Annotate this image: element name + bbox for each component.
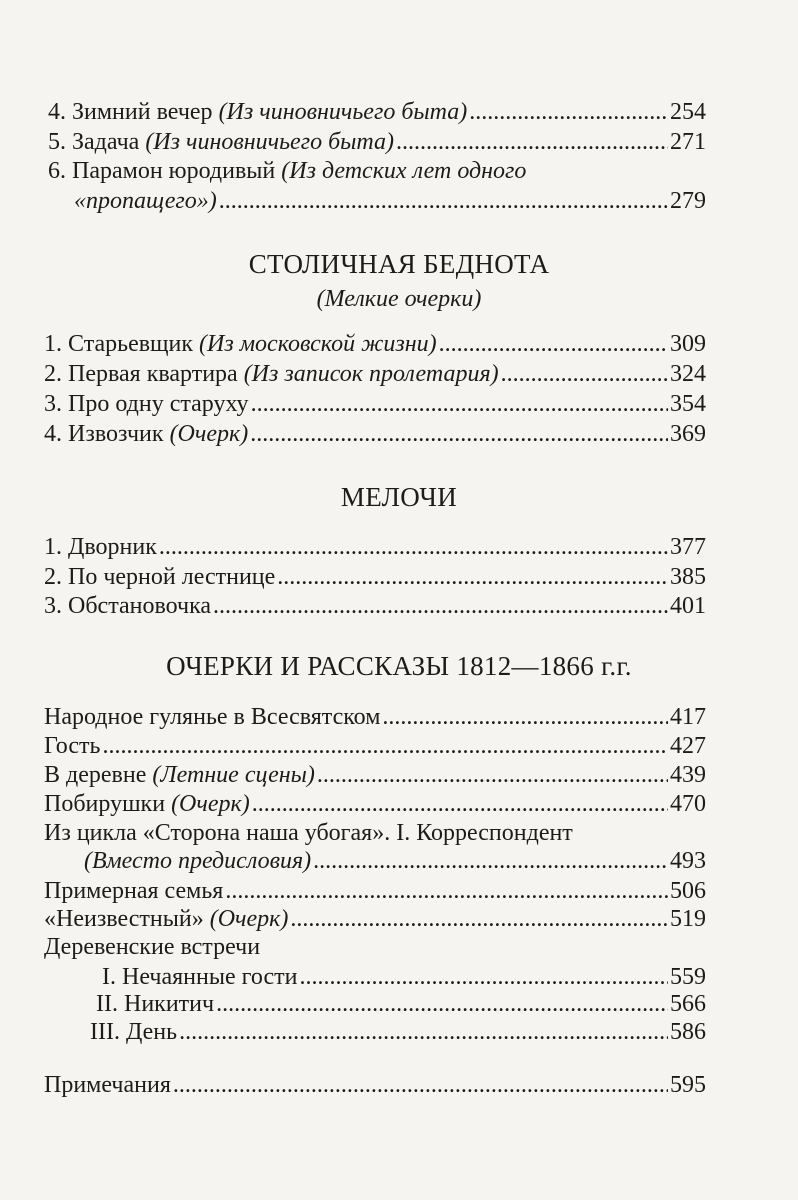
page-number: 401 — [670, 593, 706, 619]
leader-dots — [173, 1070, 668, 1100]
page-number: 493 — [670, 848, 706, 874]
toc-entry — [0, 186, 798, 216]
toc-entry — [0, 1070, 798, 1100]
leader-dots — [501, 359, 668, 389]
leader-dots — [252, 789, 668, 819]
entry-title: 1. Дворник — [44, 534, 157, 560]
entry-title: II. Никитич — [96, 991, 215, 1017]
section-subheading: (Мелкие очерки) — [316, 286, 482, 312]
entry-subtitle: «пропащего») — [74, 188, 217, 214]
entry-subtitle: (Очерк) — [171, 791, 250, 817]
entry-title: 2. По черной лестнице — [44, 564, 276, 590]
toc-entry — [0, 1017, 798, 1047]
entry-title: 5. Задача — [48, 129, 140, 155]
toc-entry — [0, 731, 798, 761]
entry-title: I. Нечаянные гости — [102, 964, 298, 990]
leader-dots — [439, 329, 668, 359]
entry-subtitle: (Летние сцены) — [152, 762, 315, 788]
page-number: 519 — [670, 906, 706, 932]
toc-entry — [0, 989, 798, 1019]
page-number: 369 — [670, 421, 706, 447]
entry-subtitle: (Очерк) — [209, 906, 289, 932]
page-number: 470 — [670, 791, 706, 817]
toc-entry — [0, 876, 798, 906]
leader-dots — [159, 532, 668, 562]
section-heading: СТОЛИЧНАЯ БЕДНОТА — [248, 249, 550, 279]
leader-dots — [299, 962, 668, 992]
toc-entry-line: Из цикла «Сторона наша убогая». I. Корреспондент — [44, 820, 573, 846]
entry-title: 4. Зимний вечер — [48, 99, 213, 125]
entry-title: Гость — [44, 733, 101, 759]
page-number: 309 — [670, 331, 706, 357]
entry-title: «Неизвестный» — [44, 906, 204, 932]
toc-entry — [0, 127, 798, 157]
entry-subtitle: (Из чиновничьего быта) — [218, 99, 468, 125]
section-heading: ОЧЕРКИ И РАССКАЗЫ 1812—1866 г.г. — [166, 651, 632, 681]
entry-title: 2. Первая квартира — [44, 361, 238, 387]
leader-dots — [102, 731, 668, 761]
leader-dots — [277, 562, 668, 592]
entry-title: Примечания — [44, 1072, 171, 1098]
leader-dots — [179, 1017, 668, 1047]
section-heading: МЕЛОЧИ — [340, 482, 458, 512]
leader-dots — [396, 127, 668, 157]
page-number: 439 — [670, 762, 706, 788]
toc-entry — [0, 532, 798, 562]
entry-title: 4. Извозчик — [44, 421, 164, 447]
leader-dots — [317, 760, 668, 790]
leader-dots — [469, 97, 668, 127]
entry-title: 1. Старьевщик — [44, 331, 194, 357]
toc-entry — [0, 591, 798, 621]
entry-subtitle: (Вместо предисловия) — [84, 848, 312, 874]
toc-entry — [0, 962, 798, 992]
entry-title: Примерная семья — [44, 878, 224, 904]
leader-dots — [313, 846, 668, 876]
toc-entry — [0, 329, 798, 359]
entry-title: 3. Про одну старуху — [44, 391, 249, 417]
entry-subtitle: (Очерк) — [169, 421, 249, 447]
toc-entry — [0, 904, 798, 934]
entry-title: Побирушки — [44, 791, 166, 817]
page-number: 324 — [670, 361, 706, 387]
toc-entry — [0, 702, 798, 732]
toc-entry — [0, 359, 798, 389]
page-number: 595 — [670, 1072, 706, 1098]
leader-dots — [382, 702, 668, 732]
page-number: 417 — [670, 704, 706, 730]
entry-subtitle: (Из детских лет одного — [281, 158, 527, 184]
toc-entry — [0, 846, 798, 876]
page-number: 586 — [670, 1019, 706, 1045]
leader-dots — [251, 389, 668, 419]
toc-entry — [0, 760, 798, 790]
entry-title: В деревне — [44, 762, 147, 788]
page-number: 254 — [670, 99, 706, 125]
leader-dots — [219, 186, 668, 216]
entry-title: III. День — [90, 1019, 178, 1045]
page-number: 279 — [670, 188, 706, 214]
entry-subtitle: (Из записок пролетария) — [243, 361, 499, 387]
page-number: 354 — [670, 391, 706, 417]
toc-entry — [0, 562, 798, 592]
page-number: 427 — [670, 733, 706, 759]
entry-title: 3. Обстановочка — [44, 593, 212, 619]
toc-entry-line — [48, 156, 526, 186]
entry-title: 6. Парамон юродивый — [48, 158, 276, 184]
entry-subtitle: (Из московской жизни) — [199, 331, 437, 357]
leader-dots — [225, 876, 668, 906]
toc-entry — [0, 97, 798, 127]
page-number: 566 — [670, 991, 706, 1017]
leader-dots — [216, 989, 668, 1019]
entry-subtitle: (Из чиновничьего быта) — [145, 129, 395, 155]
entry-title: Народное гулянье в Всесвятском — [44, 704, 381, 730]
page-number: 271 — [670, 129, 706, 155]
page-number: 506 — [670, 878, 706, 904]
toc-entry — [0, 419, 798, 449]
leader-dots — [213, 591, 668, 621]
toc-group-title: Деревенские встречи — [44, 934, 261, 960]
leader-dots — [290, 904, 668, 934]
page-number: 377 — [670, 534, 706, 560]
toc-entry — [0, 789, 798, 819]
leader-dots — [250, 419, 668, 449]
toc-entry — [0, 389, 798, 419]
page-number: 385 — [670, 564, 706, 590]
page-number: 559 — [670, 964, 706, 990]
